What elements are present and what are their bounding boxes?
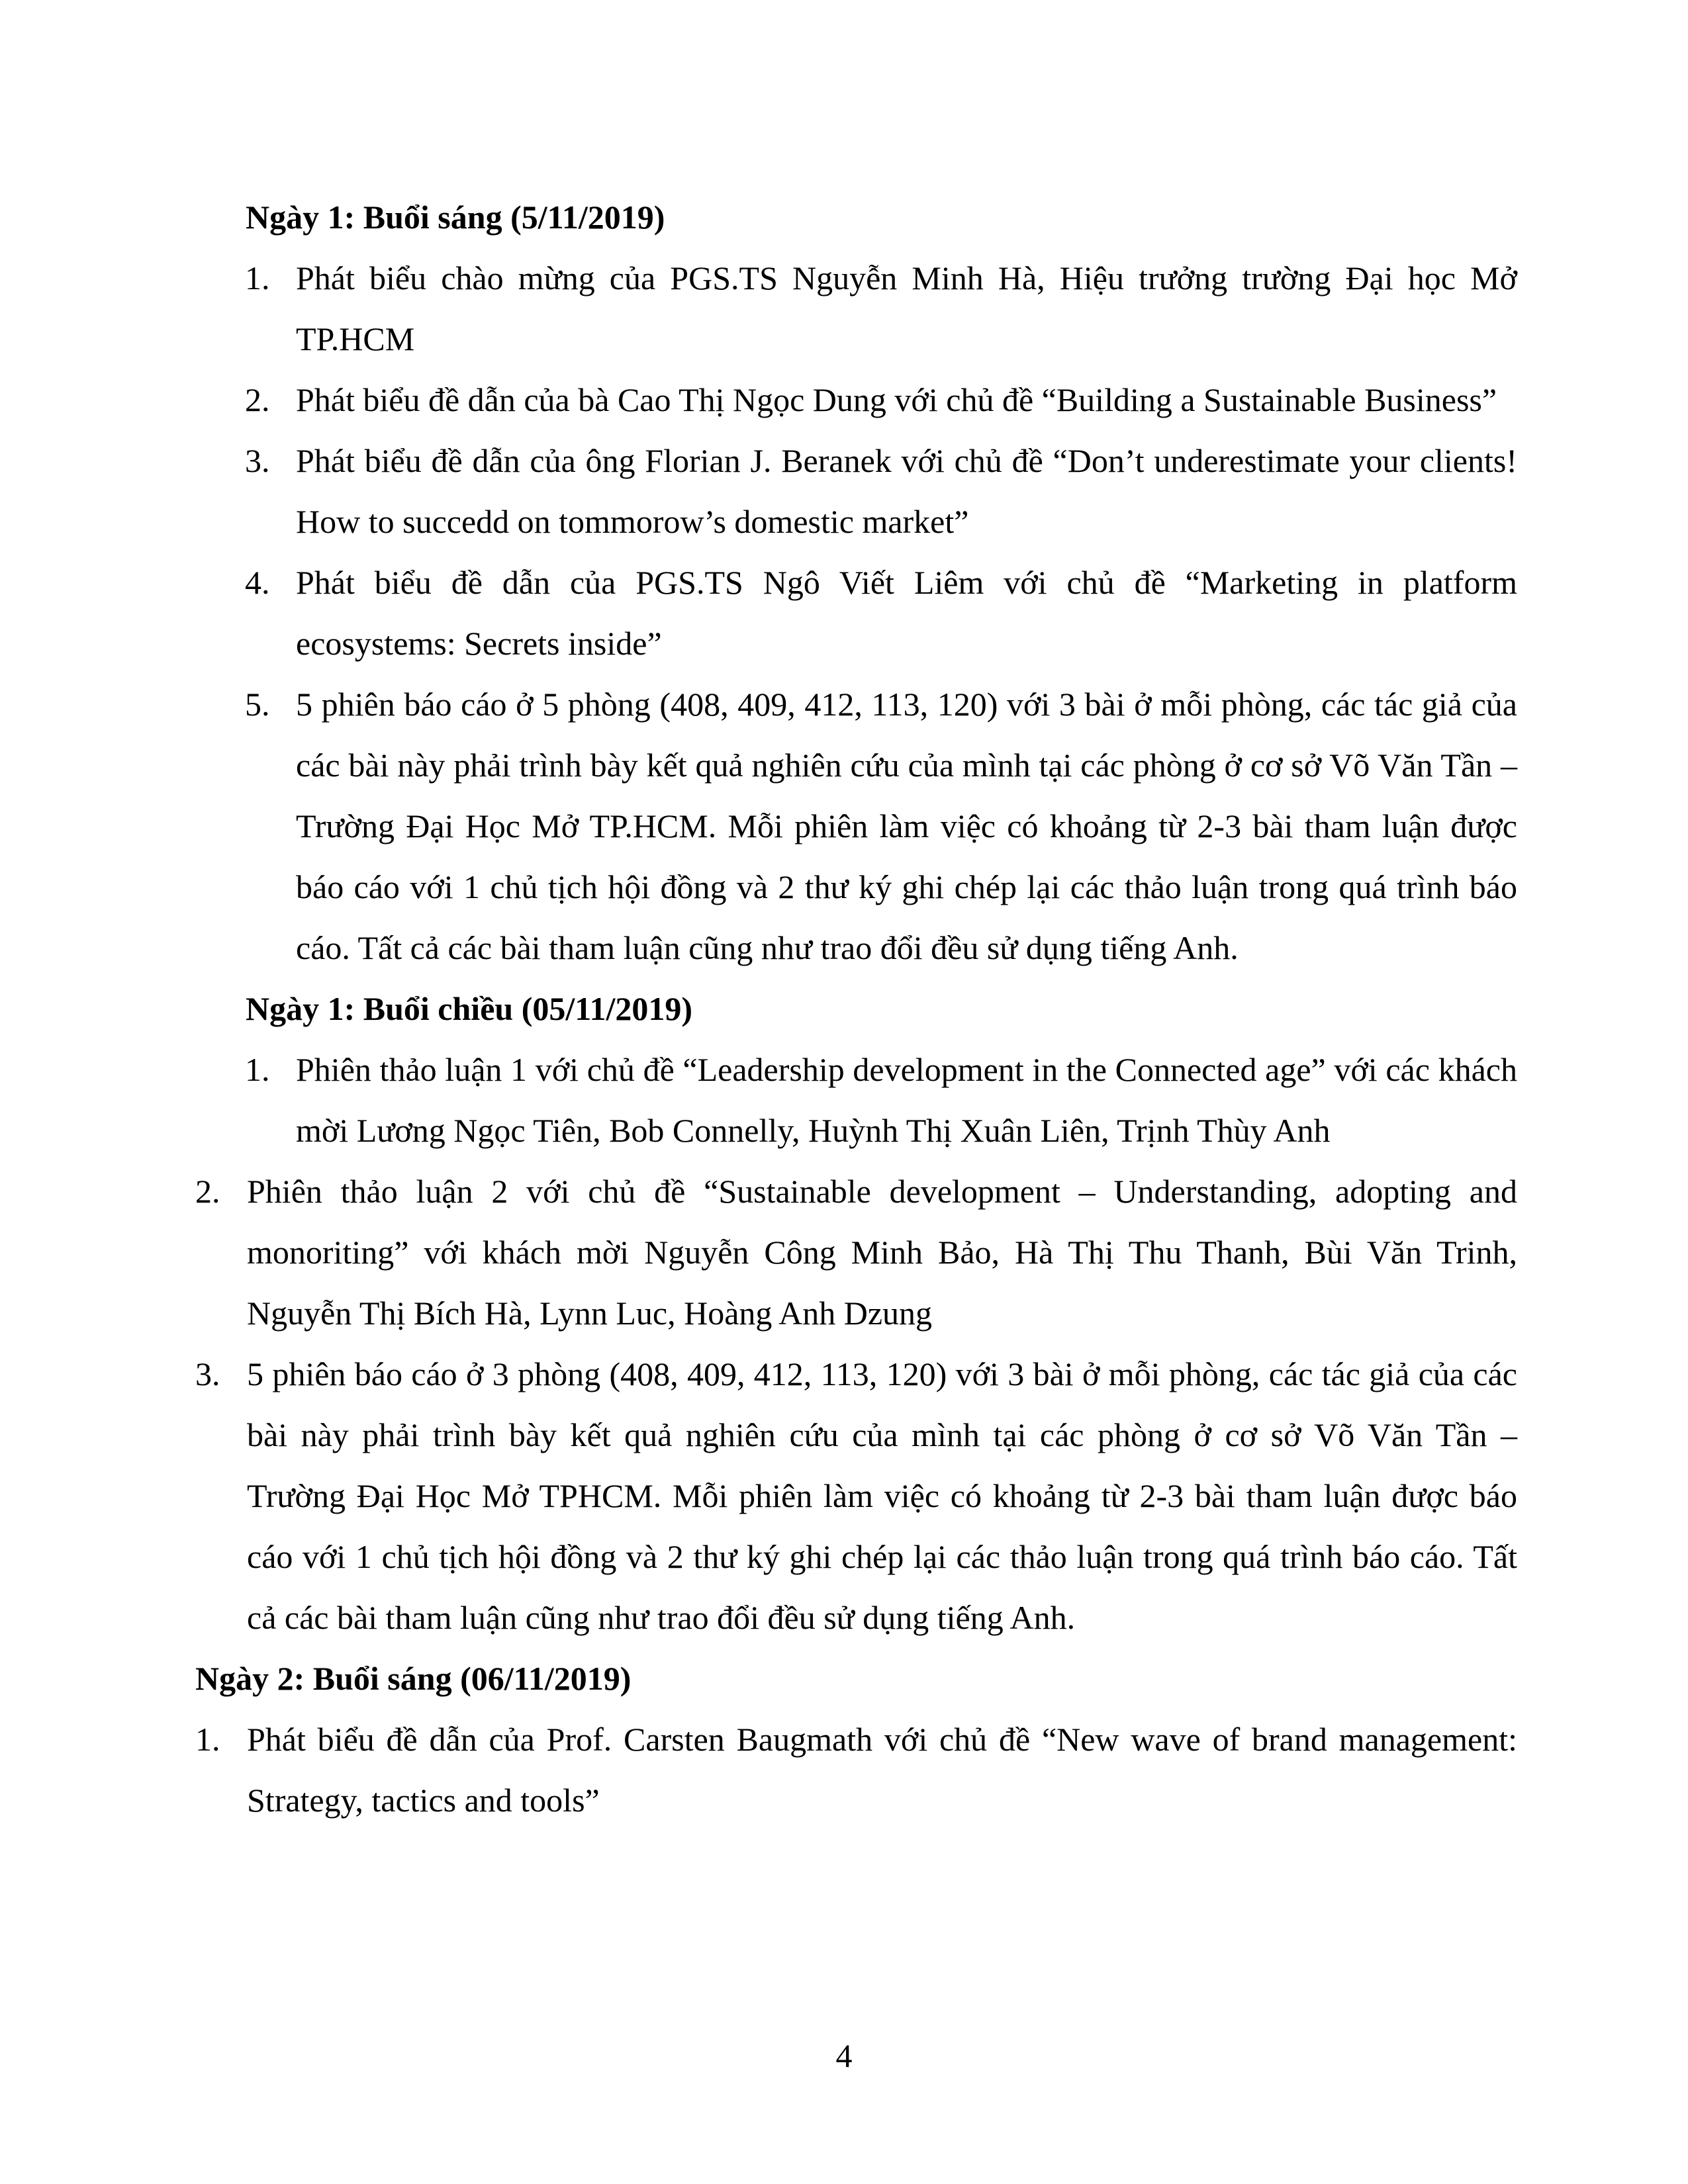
list-item-number: 2. (195, 1173, 220, 1210)
list-item-text: Phiên thảo luận 1 với chủ đề “Leadership development in the Connected age” với các khách mời Lương Ngọc Tiên, Bob Connelly, Huỳnh Thị Xuân Liên, Trịnh Thùy Anh (296, 1051, 1517, 1149)
list-item (245, 430, 1517, 552)
section-heading-day1-morning: Ngày 1: Buổi sáng (5/11/2019) (246, 199, 665, 236)
list-item-number: 1. (195, 1721, 220, 1758)
list-item-text: Phát biểu đề dẫn của Prof. Carsten Baugmath với chủ đề “New wave of brand management: Strategy, tactics and tools” (247, 1721, 1517, 1819)
list-item (195, 1161, 1517, 1343)
list-item (195, 1709, 1517, 1831)
list-item-text: 5 phiên báo cáo ở 5 phòng (408, 409, 412, 113, 120) với 3 bài ở mỗi phòng, các tác giả của các bài này phải trình bày kết quả nghiên cứu của mình tại các phòng ở cơ sở Võ Văn Tần – Trường Đại Học Mở TP.HCM. Mỗi phiên làm việc có khoảng từ 2-3 bài tham luận được báo cáo với 1 chủ tịch hội đồng và 2 thư ký ghi chép lại các thảo luận trong quá trình báo cáo. Tất cả các bài tham luận cũng như trao đổi đều sử dụng tiếng Anh. (296, 686, 1517, 966)
list-item (245, 1039, 1517, 1161)
document-content (195, 187, 1517, 1831)
list-item-number: 1. (245, 259, 270, 296)
list-item-text: Phát biểu đề dẫn của PGS.TS Ngô Viết Liêm với chủ đề “Marketing in platform ecosystems: Secrets inside” (296, 564, 1517, 662)
list-item (245, 248, 1517, 369)
page-number: 4 (835, 2037, 853, 2074)
list-item-text: Phát biểu đề dẫn của bà Cao Thị Ngọc Dung với chủ đề “Building a Sustainable Business” (296, 381, 1497, 418)
list-item-text: Phát biểu đề dẫn của ông Florian J. Beranek với chủ đề “Don’t underestimate your clients! How to succedd on tommorow’s domestic market” (296, 442, 1517, 540)
list-item-text: Phiên thảo luận 2 với chủ đề “Sustainable development – Understanding, adopting and monoriting” với khách mời Nguyễn Công Minh Bảo, Hà Thị Thu Thanh, Bùi Văn Trinh, Nguyễn Thị Bích Hà, Lynn Luc, Hoàng Anh Dzung (247, 1173, 1517, 1332)
list-item (195, 1343, 1517, 1648)
list-item-number: 3. (245, 442, 270, 479)
list-item-number: 4. (245, 564, 270, 601)
list-item (245, 552, 1517, 674)
list-item-text: Phát biểu chào mừng của PGS.TS Nguyễn Minh Hà, Hiệu trưởng trường Đại học Mở TP.HCM (296, 259, 1517, 357)
list-item-number: 3. (195, 1355, 220, 1392)
list-item (245, 369, 1517, 430)
section-heading-day1-afternoon: Ngày 1: Buổi chiều (05/11/2019) (246, 990, 693, 1027)
section-heading-day2-morning: Ngày 2: Buổi sáng (06/11/2019) (195, 1660, 632, 1697)
list-item-number: 2. (245, 381, 270, 418)
list-item-number: 1. (245, 1051, 270, 1088)
list-item-text: 5 phiên báo cáo ở 3 phòng (408, 409, 412, 113, 120) với 3 bài ở mỗi phòng, các tác giả của các bài này phải trình bày kết quả nghiên cứu của mình tại các phòng ở cơ sở Võ Văn Tần – Trường Đại Học Mở TPHCM. Mỗi phiên làm việc có khoảng từ 2-3 bài tham luận được báo cáo với 1 chủ tịch hội đồng và 2 thư ký ghi chép lại các thảo luận trong quá trình báo cáo. Tất cả các bài tham luận cũng như trao đổi đều sử dụng tiếng Anh. (247, 1355, 1517, 1636)
list-item-number: 5. (245, 686, 270, 723)
list-item (245, 674, 1517, 978)
